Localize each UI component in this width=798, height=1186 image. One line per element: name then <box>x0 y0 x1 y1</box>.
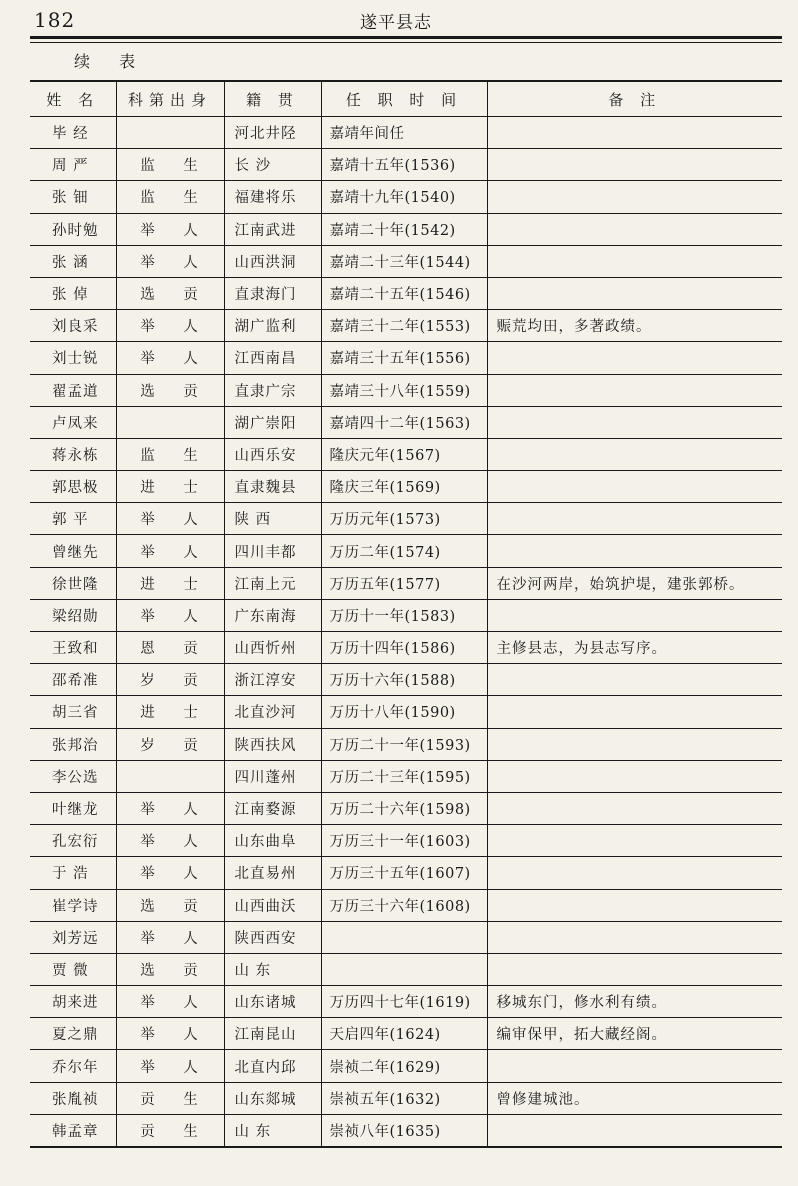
cell-origin: 山西洪洞 <box>224 245 321 277</box>
cell-degree: 进 士 <box>116 567 224 599</box>
cell-term: 万历十六年(1588) <box>321 664 487 696</box>
cell-term: 嘉靖三十二年(1553) <box>321 310 487 342</box>
cell-name: 叶继龙 <box>30 792 116 824</box>
cell-name: 卢凤来 <box>30 406 116 438</box>
cell-note <box>487 406 782 438</box>
cell-origin: 直隶魏县 <box>224 471 321 503</box>
cell-note <box>487 149 782 181</box>
cell-name: 乔尔年 <box>30 1050 116 1082</box>
table-row <box>30 438 782 470</box>
cell-degree: 举 人 <box>116 599 224 631</box>
cell-term: 万历二十三年(1595) <box>321 760 487 792</box>
cell-term <box>321 921 487 953</box>
cell-term: 万历十一年(1583) <box>321 599 487 631</box>
cell-name: 贾 微 <box>30 953 116 985</box>
cell-term: 万历四十七年(1619) <box>321 986 487 1018</box>
column-header-origin: 籍 贯 <box>224 81 321 117</box>
cell-origin: 直隶海门 <box>224 277 321 309</box>
cell-origin: 山西乐安 <box>224 438 321 470</box>
cell-degree: 监 生 <box>116 149 224 181</box>
table-row <box>30 1050 782 1082</box>
cell-origin: 四川蓬州 <box>224 760 321 792</box>
cell-term: 万历十八年(1590) <box>321 696 487 728</box>
cell-note <box>487 760 782 792</box>
cell-term: 万历二十一年(1593) <box>321 728 487 760</box>
cell-term: 天启四年(1624) <box>321 1018 487 1050</box>
cell-term: 隆庆三年(1569) <box>321 471 487 503</box>
table-row <box>30 792 782 824</box>
cell-degree: 举 人 <box>116 921 224 953</box>
table-row <box>30 696 782 728</box>
cell-degree: 选 贡 <box>116 953 224 985</box>
cell-term: 万历二十六年(1598) <box>321 792 487 824</box>
cell-degree: 贡 生 <box>116 1082 224 1114</box>
cell-degree: 举 人 <box>116 1018 224 1050</box>
cell-name: 翟孟道 <box>30 374 116 406</box>
cell-origin: 浙江淳安 <box>224 664 321 696</box>
cell-origin: 北直内邱 <box>224 1050 321 1082</box>
cell-degree: 选 贡 <box>116 889 224 921</box>
cell-origin: 江南婺源 <box>224 792 321 824</box>
cell-origin: 陕西西安 <box>224 921 321 953</box>
cell-term: 嘉靖十九年(1540) <box>321 181 487 213</box>
cell-term: 万历三十五年(1607) <box>321 857 487 889</box>
cell-degree: 选 贡 <box>116 374 224 406</box>
cell-degree <box>116 117 224 149</box>
cell-name: 曾继先 <box>30 535 116 567</box>
table-row <box>30 664 782 696</box>
table-row <box>30 213 782 245</box>
table-row <box>30 728 782 760</box>
cell-origin: 山东郯城 <box>224 1082 321 1114</box>
continued-table-label: 续 表 <box>74 52 148 71</box>
cell-note <box>487 889 782 921</box>
cell-name: 邵希准 <box>30 664 116 696</box>
table-row <box>30 277 782 309</box>
table-row <box>30 760 782 792</box>
table-row <box>30 986 782 1018</box>
cell-note <box>487 1114 782 1147</box>
cell-term: 万历三十一年(1603) <box>321 825 487 857</box>
cell-degree: 举 人 <box>116 213 224 245</box>
cell-origin: 北直易州 <box>224 857 321 889</box>
column-header-note: 备 注 <box>487 81 782 117</box>
cell-degree: 监 生 <box>116 438 224 470</box>
cell-note <box>487 921 782 953</box>
cell-note: 编审保甲，拓大藏经阁。 <box>487 1018 782 1050</box>
cell-degree: 举 人 <box>116 1050 224 1082</box>
header-rule-thick <box>30 36 782 39</box>
cell-degree: 监 生 <box>116 181 224 213</box>
cell-name: 胡来进 <box>30 986 116 1018</box>
cell-origin: 河北井陉 <box>224 117 321 149</box>
cell-term: 万历二年(1574) <box>321 535 487 567</box>
cell-term: 嘉靖四十二年(1563) <box>321 406 487 438</box>
cell-name: 毕 经 <box>30 117 116 149</box>
cell-degree: 举 人 <box>116 535 224 567</box>
cell-origin: 陕西扶风 <box>224 728 321 760</box>
cell-name: 韩孟章 <box>30 1114 116 1147</box>
table-row <box>30 245 782 277</box>
cell-term: 嘉靖十五年(1536) <box>321 149 487 181</box>
cell-origin: 江南昆山 <box>224 1018 321 1050</box>
table-row <box>30 857 782 889</box>
table-row <box>30 374 782 406</box>
cell-degree: 选 贡 <box>116 277 224 309</box>
table-row <box>30 117 782 149</box>
cell-note <box>487 599 782 631</box>
cell-name: 张 涵 <box>30 245 116 277</box>
cell-origin: 山东诸城 <box>224 986 321 1018</box>
cell-origin: 直隶广宗 <box>224 374 321 406</box>
cell-note: 移城东门，修水利有绩。 <box>487 986 782 1018</box>
cell-degree <box>116 760 224 792</box>
cell-origin: 湖广监利 <box>224 310 321 342</box>
table-row <box>30 1018 782 1050</box>
cell-name: 孔宏衍 <box>30 825 116 857</box>
cell-degree: 贡 生 <box>116 1114 224 1147</box>
cell-note <box>487 664 782 696</box>
cell-term: 崇祯五年(1632) <box>321 1082 487 1114</box>
cell-name: 张 倬 <box>30 277 116 309</box>
cell-name: 刘士锐 <box>30 342 116 374</box>
table-row <box>30 535 782 567</box>
cell-origin: 江南武进 <box>224 213 321 245</box>
cell-name: 崔学诗 <box>30 889 116 921</box>
cell-name: 王致和 <box>30 632 116 664</box>
cell-note <box>487 181 782 213</box>
cell-note <box>487 857 782 889</box>
cell-degree <box>116 406 224 438</box>
cell-name: 徐世隆 <box>30 567 116 599</box>
cell-note <box>487 696 782 728</box>
cell-degree: 举 人 <box>116 792 224 824</box>
table-row <box>30 632 782 664</box>
table-row <box>30 567 782 599</box>
cell-name: 郭 平 <box>30 503 116 535</box>
cell-name: 李公选 <box>30 760 116 792</box>
cell-origin: 北直沙河 <box>224 696 321 728</box>
cell-note <box>487 825 782 857</box>
cell-note <box>487 953 782 985</box>
magistrate-table <box>30 80 782 1148</box>
cell-name: 刘良采 <box>30 310 116 342</box>
cell-origin: 江南上元 <box>224 567 321 599</box>
table-row <box>30 471 782 503</box>
cell-note: 赈荒均田，多著政绩。 <box>487 310 782 342</box>
table-row <box>30 503 782 535</box>
cell-name: 梁绍勋 <box>30 599 116 631</box>
cell-degree: 举 人 <box>116 825 224 857</box>
cell-origin: 山西曲沃 <box>224 889 321 921</box>
cell-degree: 进 士 <box>116 471 224 503</box>
cell-origin: 福建将乐 <box>224 181 321 213</box>
cell-degree: 举 人 <box>116 986 224 1018</box>
cell-name: 张邦治 <box>30 728 116 760</box>
cell-degree: 举 人 <box>116 310 224 342</box>
cell-origin: 江西南昌 <box>224 342 321 374</box>
cell-note <box>487 117 782 149</box>
cell-term: 崇祯八年(1635) <box>321 1114 487 1147</box>
cell-term: 嘉靖二十三年(1544) <box>321 245 487 277</box>
cell-note: 主修县志，为县志写序。 <box>487 632 782 664</box>
cell-name: 孙时勉 <box>30 213 116 245</box>
cell-name: 刘芳远 <box>30 921 116 953</box>
cell-name: 郭思极 <box>30 471 116 503</box>
cell-note <box>487 792 782 824</box>
cell-note <box>487 245 782 277</box>
cell-origin: 四川丰都 <box>224 535 321 567</box>
cell-name: 蒋永栋 <box>30 438 116 470</box>
cell-origin: 长 沙 <box>224 149 321 181</box>
cell-degree: 举 人 <box>116 342 224 374</box>
column-header-degree: 科第出身 <box>116 81 224 117</box>
cell-term: 嘉靖三十五年(1556) <box>321 342 487 374</box>
cell-degree: 恩 贡 <box>116 632 224 664</box>
cell-origin: 山 东 <box>224 1114 321 1147</box>
cell-note <box>487 503 782 535</box>
cell-note <box>487 342 782 374</box>
cell-name: 夏之鼎 <box>30 1018 116 1050</box>
cell-term: 万历三十六年(1608) <box>321 889 487 921</box>
cell-term: 嘉靖二十年(1542) <box>321 213 487 245</box>
cell-name: 周 严 <box>30 149 116 181</box>
cell-note: 在沙河两岸，始筑护堤，建张郭桥。 <box>487 567 782 599</box>
cell-origin: 广东南海 <box>224 599 321 631</box>
cell-degree: 岁 贡 <box>116 728 224 760</box>
running-head-title: 遂平县志 <box>360 13 432 33</box>
cell-note <box>487 471 782 503</box>
header-rule-thin <box>30 42 782 43</box>
table-row <box>30 149 782 181</box>
cell-term: 嘉靖三十八年(1559) <box>321 374 487 406</box>
cell-note: 曾修建城池。 <box>487 1082 782 1114</box>
cell-note <box>487 728 782 760</box>
table-row <box>30 953 782 985</box>
cell-degree: 进 士 <box>116 696 224 728</box>
cell-term: 万历五年(1577) <box>321 567 487 599</box>
table-row <box>30 310 782 342</box>
cell-name: 张 钿 <box>30 181 116 213</box>
cell-term: 万历元年(1573) <box>321 503 487 535</box>
cell-note <box>487 1050 782 1082</box>
cell-term: 崇祯二年(1629) <box>321 1050 487 1082</box>
cell-name: 于 浩 <box>30 857 116 889</box>
cell-origin: 山 东 <box>224 953 321 985</box>
cell-note <box>487 277 782 309</box>
cell-origin: 湖广崇阳 <box>224 406 321 438</box>
cell-term: 嘉靖年间任 <box>321 117 487 149</box>
table-row <box>30 921 782 953</box>
cell-note <box>487 438 782 470</box>
cell-degree: 举 人 <box>116 245 224 277</box>
cell-term: 万历十四年(1586) <box>321 632 487 664</box>
cell-term: 隆庆元年(1567) <box>321 438 487 470</box>
cell-term <box>321 953 487 985</box>
cell-degree: 举 人 <box>116 503 224 535</box>
cell-name: 胡三省 <box>30 696 116 728</box>
column-header-name: 姓 名 <box>30 81 116 117</box>
cell-note <box>487 535 782 567</box>
cell-note <box>487 374 782 406</box>
table-row <box>30 1114 782 1147</box>
table-row <box>30 181 782 213</box>
table-header-row <box>30 81 782 117</box>
cell-degree: 举 人 <box>116 857 224 889</box>
table-body <box>30 117 782 1148</box>
page-number: 182 <box>34 8 76 32</box>
cell-note <box>487 213 782 245</box>
cell-origin: 山西忻州 <box>224 632 321 664</box>
table-row <box>30 406 782 438</box>
table-row <box>30 599 782 631</box>
cell-origin: 陕 西 <box>224 503 321 535</box>
table-row <box>30 889 782 921</box>
table-row <box>30 825 782 857</box>
table-row <box>30 1082 782 1114</box>
cell-name: 张胤祯 <box>30 1082 116 1114</box>
table-row <box>30 342 782 374</box>
column-header-term: 任 职 时 间 <box>321 81 487 117</box>
cell-origin: 山东曲阜 <box>224 825 321 857</box>
cell-degree: 岁 贡 <box>116 664 224 696</box>
cell-term: 嘉靖二十五年(1546) <box>321 277 487 309</box>
